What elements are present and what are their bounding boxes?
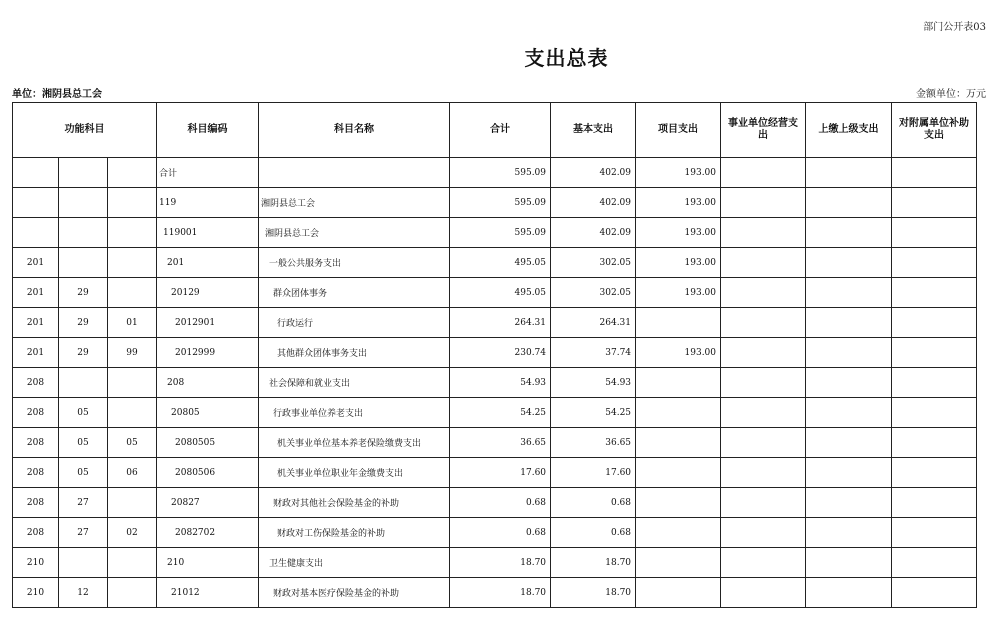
func-section-cell (59, 188, 108, 218)
total-cell: 495.05 (450, 248, 551, 278)
header-business: 事业单位经营支出 (721, 103, 806, 158)
func-section-cell (59, 548, 108, 578)
func-class-cell: 201 (13, 278, 59, 308)
table-row (13, 218, 977, 248)
higher-cell (806, 548, 892, 578)
func-item-cell: 05 (108, 428, 157, 458)
code-cell: 合计 (157, 158, 259, 188)
business-cell (721, 158, 806, 188)
basic-cell: 302.05 (551, 248, 636, 278)
project-cell: 193.00 (636, 278, 721, 308)
code-cell: 2012999 (157, 338, 259, 368)
table-row (13, 308, 977, 338)
func-section-cell (59, 158, 108, 188)
func-section-cell (59, 218, 108, 248)
project-cell: 193.00 (636, 158, 721, 188)
func-section-cell (59, 368, 108, 398)
higher-cell (806, 518, 892, 548)
subsidy-cell (892, 158, 977, 188)
business-cell (721, 428, 806, 458)
subsidy-cell (892, 488, 977, 518)
project-cell (636, 428, 721, 458)
name-cell: 行政事业单位养老支出 (259, 398, 450, 428)
higher-cell (806, 338, 892, 368)
total-cell: 595.09 (450, 218, 551, 248)
basic-cell: 402.09 (551, 188, 636, 218)
func-item-cell (108, 578, 157, 608)
project-cell (636, 578, 721, 608)
higher-cell (806, 488, 892, 518)
func-item-cell: 02 (108, 518, 157, 548)
name-cell: 机关事业单位基本养老保险缴费支出 (259, 428, 450, 458)
func-section-cell: 05 (59, 428, 108, 458)
func-class-cell: 201 (13, 308, 59, 338)
table-row (13, 578, 977, 608)
func-section-cell: 29 (59, 338, 108, 368)
subsidy-cell (892, 218, 977, 248)
table-row (13, 398, 977, 428)
subsidy-cell (892, 398, 977, 428)
business-cell (721, 248, 806, 278)
subsidy-cell (892, 548, 977, 578)
func-item-cell (108, 548, 157, 578)
higher-cell (806, 578, 892, 608)
func-item-cell: 06 (108, 458, 157, 488)
code-cell: 2080506 (157, 458, 259, 488)
total-cell: 595.09 (450, 188, 551, 218)
header-total: 合计 (450, 103, 551, 158)
func-item-cell (108, 248, 157, 278)
business-cell (721, 578, 806, 608)
header-project: 项目支出 (636, 103, 721, 158)
business-cell (721, 218, 806, 248)
business-cell (721, 188, 806, 218)
subsidy-cell (892, 368, 977, 398)
name-cell: 群众团体事务 (259, 278, 450, 308)
higher-cell (806, 278, 892, 308)
name-cell: 卫生健康支出 (259, 548, 450, 578)
higher-cell (806, 428, 892, 458)
total-cell: 17.60 (450, 458, 551, 488)
func-class-cell (13, 218, 59, 248)
header-name: 科目名称 (259, 103, 450, 158)
subsidy-cell (892, 578, 977, 608)
func-class-cell: 201 (13, 248, 59, 278)
total-cell: 54.25 (450, 398, 551, 428)
higher-cell (806, 218, 892, 248)
total-cell: 595.09 (450, 158, 551, 188)
code-cell: 20129 (157, 278, 259, 308)
code-cell: 201 (157, 248, 259, 278)
func-class-cell: 208 (13, 428, 59, 458)
basic-cell: 54.25 (551, 398, 636, 428)
project-cell (636, 518, 721, 548)
func-item-cell (108, 158, 157, 188)
total-cell: 18.70 (450, 578, 551, 608)
total-cell: 230.74 (450, 338, 551, 368)
func-class-cell: 208 (13, 398, 59, 428)
table-row (13, 158, 977, 188)
project-cell (636, 368, 721, 398)
func-class-cell: 208 (13, 488, 59, 518)
basic-cell: 0.68 (551, 518, 636, 548)
header-row (13, 103, 977, 158)
higher-cell (806, 188, 892, 218)
basic-cell: 36.65 (551, 428, 636, 458)
func-section-cell: 27 (59, 518, 108, 548)
func-item-cell (108, 218, 157, 248)
page-title: 支出总表 (524, 46, 609, 70)
amount-unit-label: 金额单位：万元 (916, 89, 986, 100)
code-cell: 210 (157, 548, 259, 578)
total-cell: 495.05 (450, 278, 551, 308)
func-item-cell: 01 (108, 308, 157, 338)
name-cell: 其他群众团体事务支出 (259, 338, 450, 368)
business-cell (721, 458, 806, 488)
total-cell: 18.70 (450, 548, 551, 578)
total-cell: 36.65 (450, 428, 551, 458)
subsidy-cell (892, 278, 977, 308)
table-row (13, 428, 977, 458)
func-item-cell (108, 488, 157, 518)
header-basic: 基本支出 (551, 103, 636, 158)
code-cell: 2082702 (157, 518, 259, 548)
project-cell: 193.00 (636, 188, 721, 218)
basic-cell: 18.70 (551, 548, 636, 578)
higher-cell (806, 248, 892, 278)
subsidy-cell (892, 188, 977, 218)
unit-label: 单位：湘阴县总工会 (12, 89, 102, 100)
code-cell: 208 (157, 368, 259, 398)
total-cell: 0.68 (450, 488, 551, 518)
business-cell (721, 548, 806, 578)
name-cell: 湘阴县总工会 (259, 188, 450, 218)
name-cell: 行政运行 (259, 308, 450, 338)
name-cell: 财政对基本医疗保险基金的补助 (259, 578, 450, 608)
func-item-cell (108, 188, 157, 218)
func-section-cell: 12 (59, 578, 108, 608)
business-cell (721, 308, 806, 338)
expenditure-table (12, 102, 977, 608)
project-cell: 193.00 (636, 248, 721, 278)
subsidy-cell (892, 458, 977, 488)
table-row (13, 188, 977, 218)
business-cell (721, 398, 806, 428)
subsidy-cell (892, 338, 977, 368)
higher-cell (806, 308, 892, 338)
basic-cell: 54.93 (551, 368, 636, 398)
business-cell (721, 518, 806, 548)
basic-cell: 18.70 (551, 578, 636, 608)
table-row (13, 518, 977, 548)
project-cell: 193.00 (636, 218, 721, 248)
code-cell: 119001 (157, 218, 259, 248)
basic-cell: 17.60 (551, 458, 636, 488)
func-class-cell (13, 158, 59, 188)
header-code: 科目编码 (157, 103, 259, 158)
header-func-subject: 功能科目 (13, 103, 157, 158)
business-cell (721, 338, 806, 368)
total-cell: 54.93 (450, 368, 551, 398)
subsidy-cell (892, 518, 977, 548)
code-cell: 20827 (157, 488, 259, 518)
func-class-cell: 208 (13, 518, 59, 548)
func-item-cell (108, 278, 157, 308)
func-class-cell: 208 (13, 368, 59, 398)
name-cell: 财政对工伤保险基金的补助 (259, 518, 450, 548)
business-cell (721, 278, 806, 308)
higher-cell (806, 458, 892, 488)
header-subsidy: 对附属单位补助支出 (892, 103, 977, 158)
func-section-cell: 29 (59, 308, 108, 338)
project-cell: 193.00 (636, 338, 721, 368)
basic-cell: 402.09 (551, 158, 636, 188)
basic-cell: 402.09 (551, 218, 636, 248)
code-cell: 2012901 (157, 308, 259, 338)
code-cell: 20805 (157, 398, 259, 428)
table-row (13, 248, 977, 278)
basic-cell: 0.68 (551, 488, 636, 518)
subsidy-cell (892, 428, 977, 458)
table-row (13, 278, 977, 308)
header-higher: 上缴上级支出 (806, 103, 892, 158)
func-section-cell (59, 248, 108, 278)
name-cell: 湘阴县总工会 (259, 218, 450, 248)
table-row (13, 458, 977, 488)
table-row (13, 338, 977, 368)
name-cell: 社会保障和就业支出 (259, 368, 450, 398)
name-cell (259, 158, 450, 188)
total-cell: 264.31 (450, 308, 551, 338)
basic-cell: 264.31 (551, 308, 636, 338)
code-cell: 21012 (157, 578, 259, 608)
func-class-cell: 210 (13, 548, 59, 578)
table-row (13, 488, 977, 518)
func-class-cell: 201 (13, 338, 59, 368)
higher-cell (806, 368, 892, 398)
project-cell (636, 398, 721, 428)
basic-cell: 37.74 (551, 338, 636, 368)
total-cell: 0.68 (450, 518, 551, 548)
project-cell (636, 308, 721, 338)
table-row (13, 548, 977, 578)
higher-cell (806, 398, 892, 428)
func-section-cell: 29 (59, 278, 108, 308)
func-section-cell: 05 (59, 458, 108, 488)
func-class-cell: 210 (13, 578, 59, 608)
project-cell (636, 488, 721, 518)
func-item-cell: 99 (108, 338, 157, 368)
higher-cell (806, 158, 892, 188)
table-row (13, 368, 977, 398)
subsidy-cell (892, 248, 977, 278)
project-cell (636, 458, 721, 488)
func-item-cell (108, 368, 157, 398)
name-cell: 机关事业单位职业年金缴费支出 (259, 458, 450, 488)
func-section-cell: 05 (59, 398, 108, 428)
form-code: 部门公开表03 (923, 22, 986, 33)
code-cell: 2080505 (157, 428, 259, 458)
basic-cell: 302.05 (551, 278, 636, 308)
subsidy-cell (892, 308, 977, 338)
func-section-cell: 27 (59, 488, 108, 518)
code-cell: 119 (157, 188, 259, 218)
business-cell (721, 368, 806, 398)
func-class-cell (13, 188, 59, 218)
name-cell: 一般公共服务支出 (259, 248, 450, 278)
func-item-cell (108, 398, 157, 428)
func-class-cell: 208 (13, 458, 59, 488)
project-cell (636, 548, 721, 578)
business-cell (721, 488, 806, 518)
name-cell: 财政对其他社会保险基金的补助 (259, 488, 450, 518)
